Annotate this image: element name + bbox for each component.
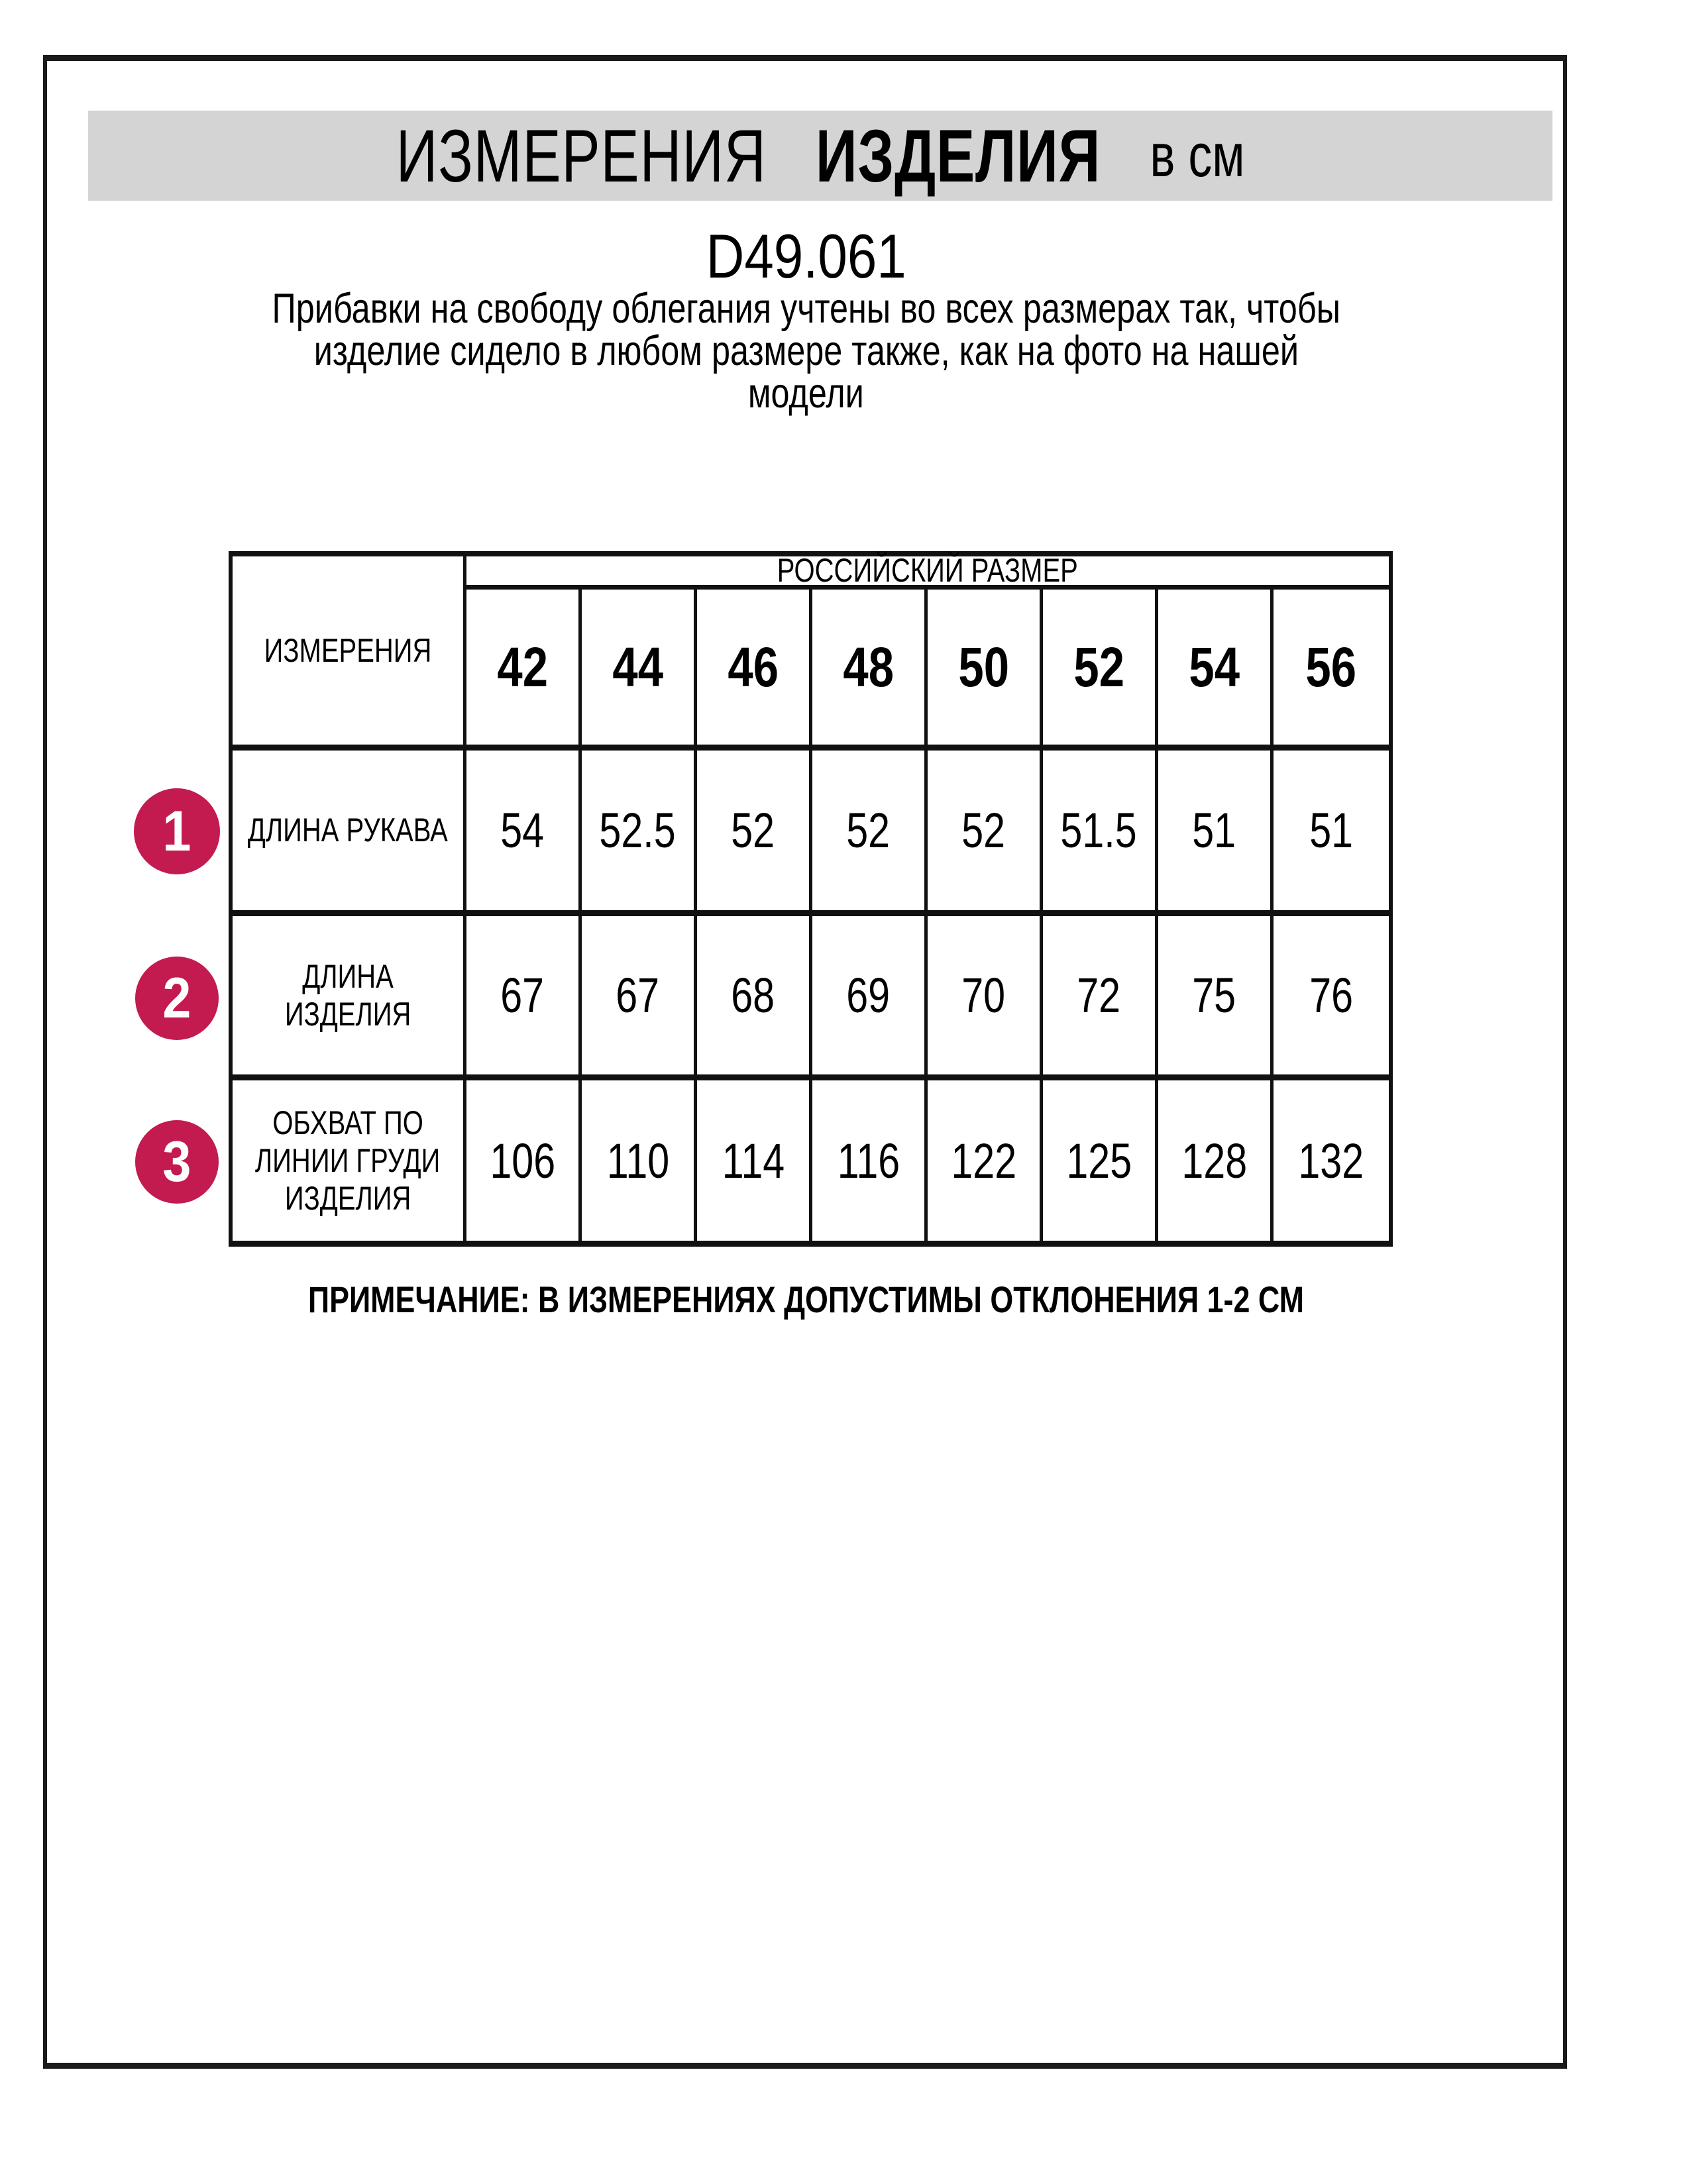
- measure-value-cell: 132: [1298, 1133, 1364, 1188]
- size-col-header: 50: [928, 590, 1043, 751]
- size-col-header: 46: [697, 590, 812, 751]
- measure-value-cell: 52: [928, 751, 1043, 916]
- measure-value-cell: 69: [812, 916, 928, 1080]
- row-marker-1: 1: [134, 788, 220, 874]
- article-code: D49.061: [706, 221, 906, 291]
- measure-value-cell: 75: [1158, 916, 1274, 1080]
- table-size-header: РОССИЙСКИЙ РАЗМЕР: [466, 556, 1389, 590]
- measure-value-cell: 51: [1274, 751, 1389, 916]
- measure-value-cell: 116: [812, 1080, 928, 1241]
- row-marker-2: 2: [135, 957, 219, 1040]
- size-col-header: 42: [466, 590, 582, 751]
- measure-value-cell: 114: [697, 1080, 812, 1241]
- measure-value-cell: 51: [1158, 751, 1274, 916]
- description-line: изделие сидело в любом размере также, как на фото на нашей: [313, 328, 1299, 374]
- row-label-chest-girth: ОБХВАТ ПО ЛИНИИ ГРУДИ ИЗДЕЛИЯ: [233, 1080, 466, 1241]
- size-col-header: 54: [1158, 590, 1274, 751]
- measure-value-cell: 122: [928, 1080, 1043, 1241]
- title-bar: [88, 111, 1552, 201]
- measure-value-cell: 68: [697, 916, 812, 1080]
- measure-value-cell: 52: [697, 751, 812, 916]
- measure-value-cell: 67: [582, 916, 697, 1080]
- size-col-header: 52: [1043, 590, 1158, 751]
- measure-value-cell: 106: [466, 1080, 582, 1241]
- description-line: Прибавки на свободу облегания учтены во всех размерах так, чтобы: [272, 286, 1340, 332]
- page-title: [396, 113, 1245, 199]
- row-label-sleeve-length: ДЛИНА РУКАВА: [233, 751, 466, 916]
- measure-value-cell: 125: [1043, 1080, 1158, 1241]
- measure-value-cell: 110: [582, 1080, 697, 1241]
- measure-value-cell: 54: [466, 751, 582, 916]
- size-col-header: 56: [1274, 590, 1389, 751]
- description-line: модели: [748, 370, 864, 417]
- row-label-product-length: ДЛИНА ИЗДЕЛИЯ: [233, 916, 466, 1080]
- title-word-product: ИЗДЕЛИЯ: [815, 114, 1101, 197]
- measure-value-cell: 72: [1043, 916, 1158, 1080]
- measure-value-cell: 52.5: [582, 751, 697, 916]
- measure-value-cell: 67: [466, 916, 582, 1080]
- measure-value-cell: 70: [928, 916, 1043, 1080]
- description-paragraph: [45, 287, 1567, 415]
- row-marker-3: 3: [135, 1120, 219, 1204]
- size-col-header: 48: [812, 590, 928, 751]
- tolerance-note: ПРИМЕЧАНИЕ: В ИЗМЕРЕНИЯХ ДОПУСТИМЫ ОТКЛОНЕНИЯ 1-2 СМ: [307, 1278, 1305, 1320]
- measurements-table: [229, 551, 1393, 1247]
- measure-value-cell: 76: [1274, 916, 1389, 1080]
- measure-value-cell: 128: [1158, 1080, 1274, 1241]
- measure-value-cell: 51.5: [1043, 751, 1158, 916]
- table-corner-label: ИЗМЕРЕНИЯ: [233, 556, 466, 751]
- size-col-header: 44: [582, 590, 697, 751]
- title-units: в см: [1150, 121, 1245, 189]
- measure-value-cell: 52: [812, 751, 928, 916]
- title-word-measurements: ИЗМЕРЕНИЯ: [396, 114, 767, 197]
